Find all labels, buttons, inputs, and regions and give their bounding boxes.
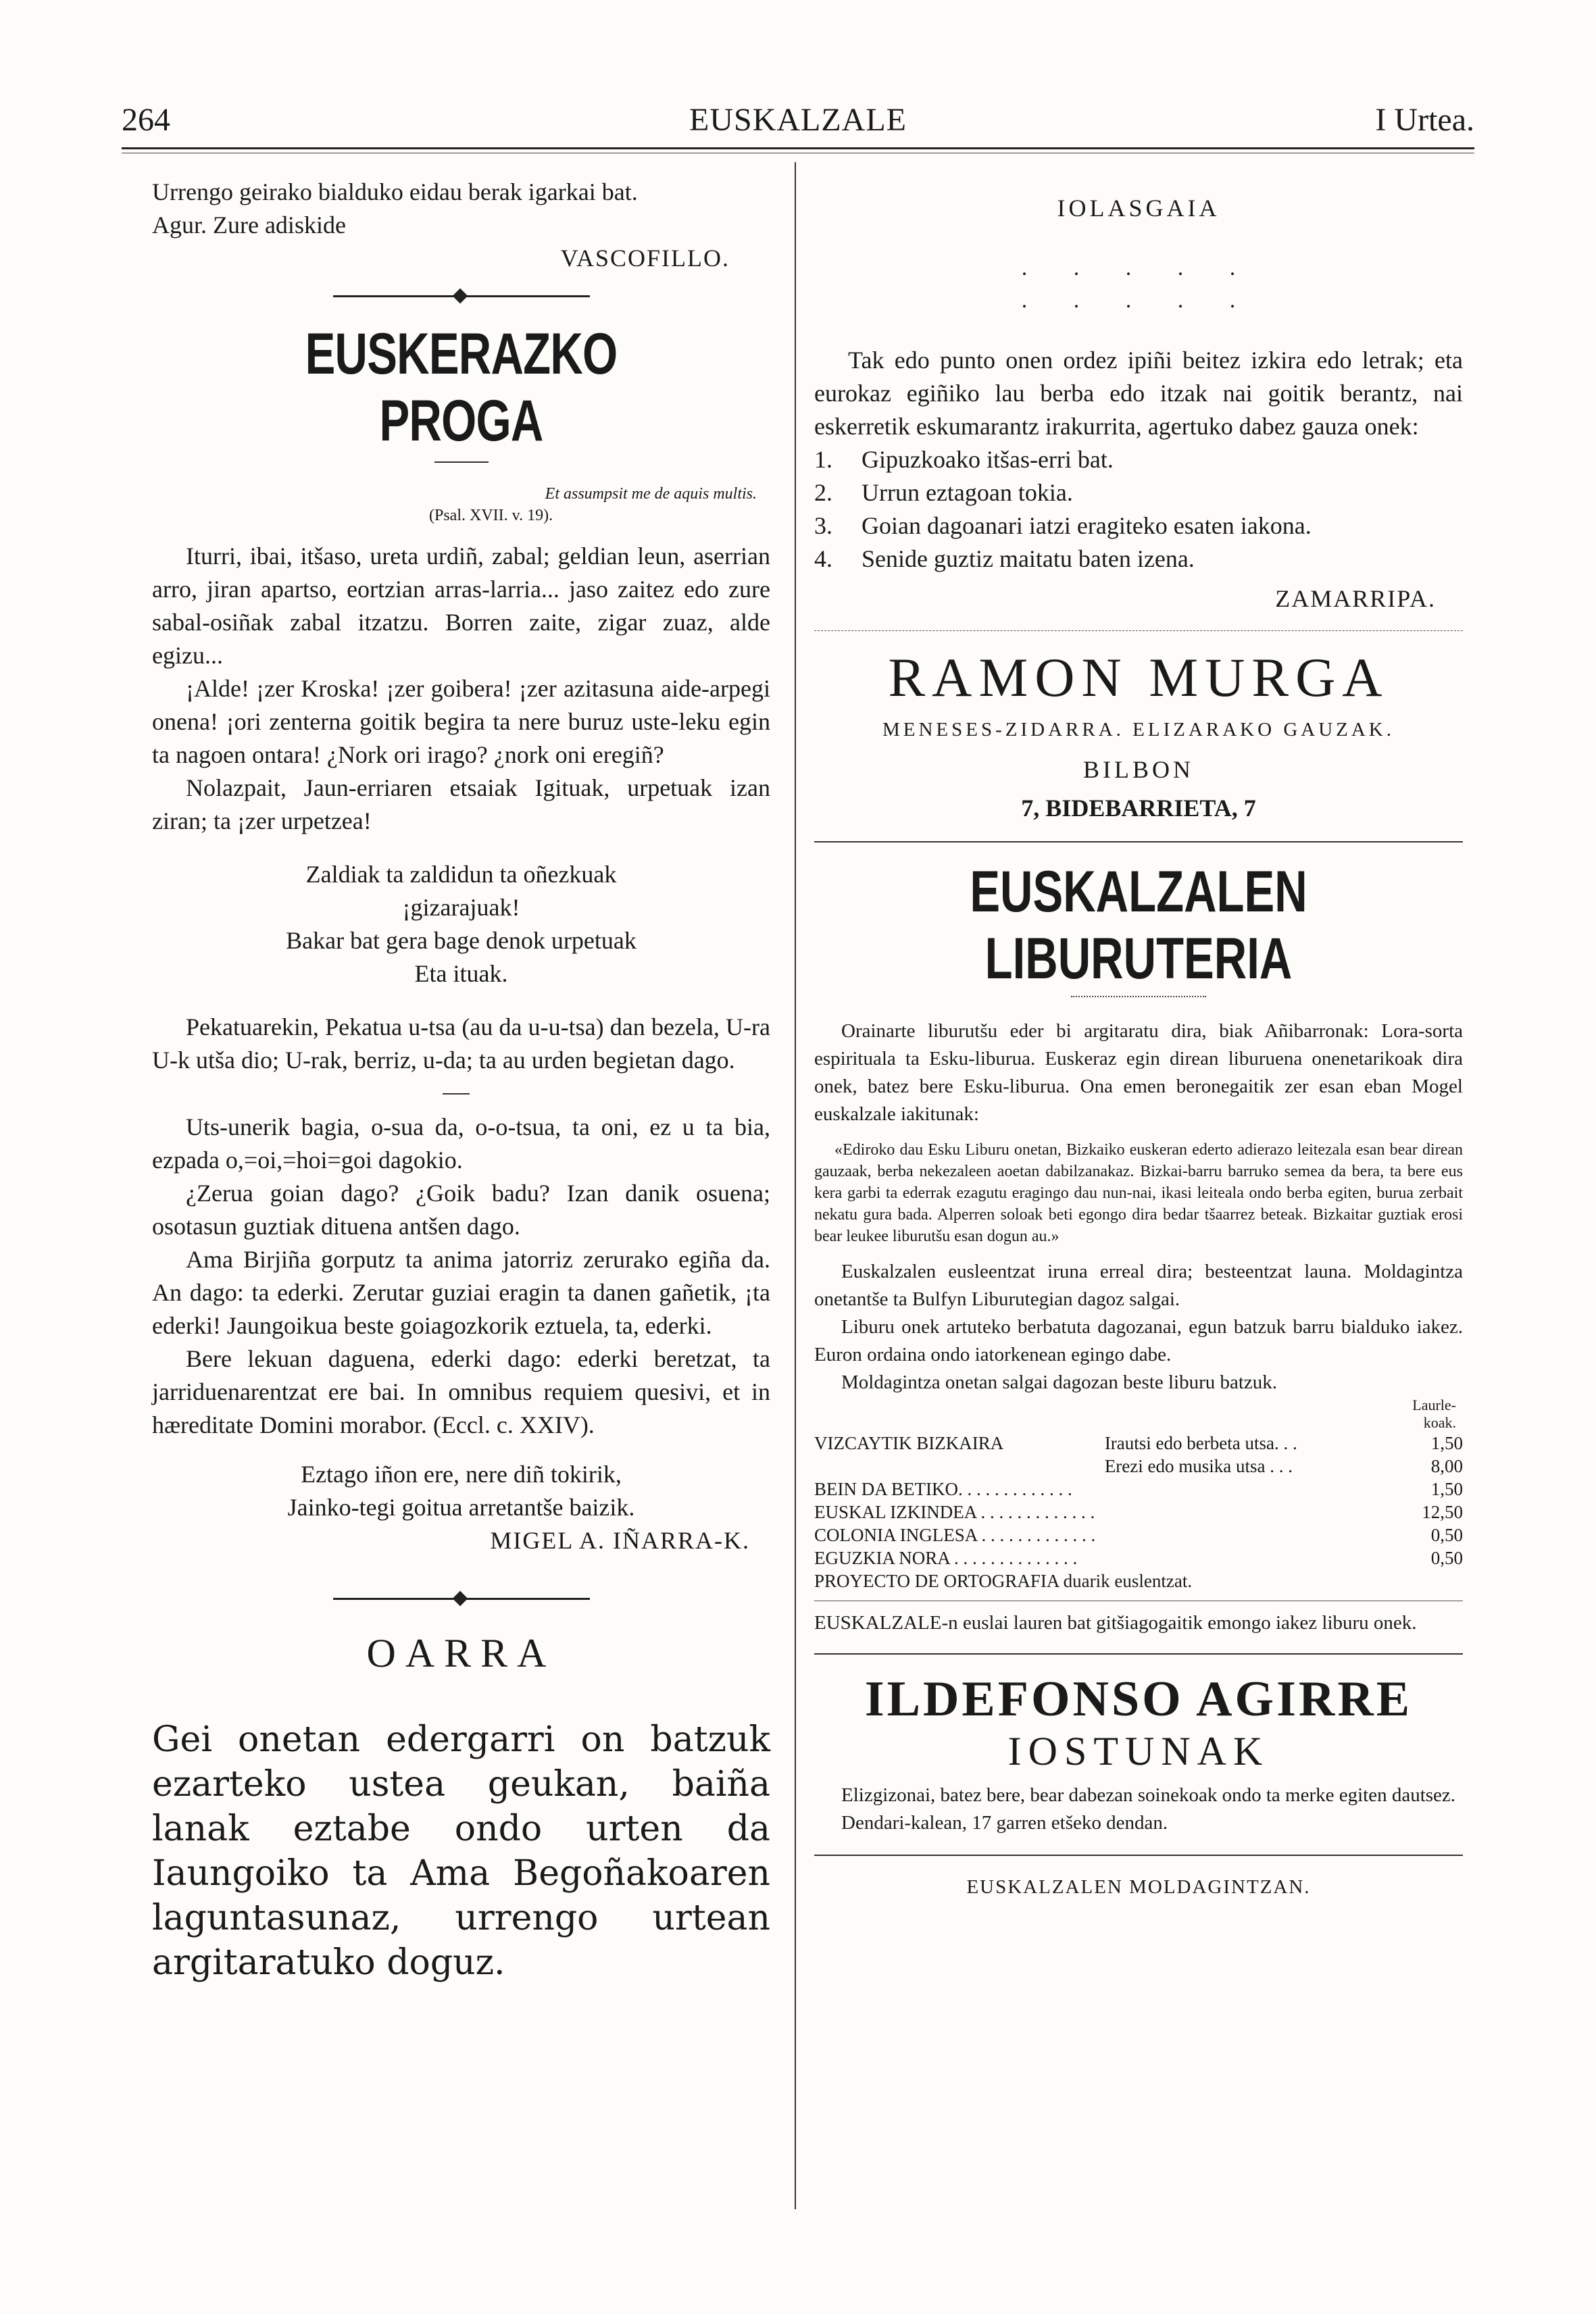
table-row [814, 1569, 1463, 1592]
liburuteria-text-5: EUSKALZALE-n euslai lauren bat gitšiagogaitik emongo iakez liburu onek. [814, 1612, 1417, 1634]
book-title: VIZCAYTIK BIZKAIRA [814, 1433, 1004, 1453]
liburuteria-text-3: Liburu onek artuteko berbatuta dagozanai, egun batzuk barru bialduko iakez. Euron ordaina ondo iatorkenean egingo dabe. [814, 1316, 1463, 1365]
closing-line: Jainko-tegi goitua arretantše baizik. [287, 1494, 635, 1521]
liburuteria-text-4: Moldagintza onetan salgai dagozan beste liburu batzuk. [841, 1372, 1278, 1393]
book-title: BEIN DA BETIKO. . . . . . . . . . . . . [814, 1479, 1072, 1499]
book-title: COLONIA INGLESA . . . . . . . . . . . . . [814, 1525, 1096, 1545]
book-title [814, 1455, 1105, 1478]
paragraph-4: Pekatuarekin, Pekatua u-tsa (au da u-u-tsa) dan bezela, U-ra U-k utša dio; U-rak, berriz, u-da; ta au urden begietan dago. [152, 1013, 770, 1074]
ildefonso-agirre-name: ILDEFONSO AGIRRE [864, 1671, 1413, 1727]
book-title: EUSKAL IZKINDEA . . . . . . . . . . . . . [814, 1502, 1095, 1522]
intro-line-2: Agur. Zure adiskide [152, 211, 346, 238]
book-price: 0,50 [1430, 1525, 1463, 1545]
ramon-murga-trade: MENESES-ZIDARRA. ELIZARAKO GAUZAK. [882, 719, 1395, 740]
signature-vascofillo: VASCOFILLO. [560, 245, 730, 272]
book-price: 1,50 [1430, 1433, 1463, 1453]
liburuteria-title: EUSKALZALEN LIBURUTERIA [970, 859, 1307, 991]
table-row [814, 1455, 1463, 1478]
book-price: 8,00 [1430, 1456, 1463, 1476]
paragraph-2: ¡Alde! ¡zer Kroska! ¡zer goibera! ¡zer azitasuna aide-arpegi onena! ¡ori zenterna goitik begira ta nere buruz uste-leku egin ta nagoen ontara! ¿Nork ori irago? ¿nork oni eregiñ? [152, 675, 770, 768]
divider [814, 1855, 1463, 1856]
paragraph-3: Nolazpait, Jaun-erriaren etsaiak Igituak, urpetuak izan ziran; ta ¡zer urpetzea! [152, 774, 770, 834]
ramon-murga-city: BILBON [1083, 756, 1194, 783]
ramon-murga-name: RAMON MURGA [888, 647, 1389, 708]
proga-title: EUSKERAZKO PROGA [305, 322, 618, 453]
table-row [814, 1524, 1463, 1546]
iolasgaia-title: IOLASGAIA [1057, 195, 1220, 222]
ildefonso-agirre-trade: IOSTUNAK [1007, 1729, 1270, 1774]
ramon-murga-address: 7, BIDEBARRIETA, 7 [1021, 795, 1256, 822]
verse-line: ¡gizarajuak! [402, 894, 520, 921]
liburuteria-text-2: Euskalzalen eusleentzat iruna erreal dira; besteentzat launa. Moldagintza onetantše ta Bulfyn Liburutegian dagoz salgai. [814, 1261, 1463, 1310]
volume-year: I Urtea. [1375, 102, 1474, 138]
intro-line-1: Urrengo geirako bialduko eidau berak igarkai bat. [152, 178, 638, 205]
left-column [152, 176, 770, 1985]
journal-title: EUSKALZALE [689, 102, 907, 138]
oarra-title: OARRA [366, 1631, 556, 1676]
paragraph-1: Iturri, ibai, itšaso, ureta urdiñ, zabal; geldian leun, aserrian arro, jiran apartso, eortzian arras-larria... jaso zaitez edo zure sabal-osiñak zabal itzatzu. Borren zaite, zigar zuaz, alde egizu... [152, 543, 770, 669]
verse-line: Eta ituak. [414, 960, 508, 987]
wavy-rule [1071, 996, 1206, 997]
signature-zamarripa: ZAMARRIPA. [1275, 585, 1436, 612]
paragraph-8: Bere lekuan daguena, ederki dago: ederki beretzat, ta jarriduenarentzat ere bai. In omnibus requiem quesivi, et in hæreditate Domini morabor. (Eccl. c. XXIV). [152, 1345, 770, 1438]
verse-block [152, 858, 770, 990]
divider [814, 630, 1463, 631]
table-row [814, 1546, 1463, 1569]
liburuteria-text-1: Orainarte liburutšu eder bi argitaratu dira, biak Añibarronak: Lora-sorta espirituala ta Esku-liburua. Euskeraz egin direan liburuena onenetarikoak dira onek, batez bere Esku-liburua. Ona emen beronegaitik zer esan eban Mogel euskalzale iakitunak: [814, 1020, 1463, 1125]
right-column [814, 176, 1463, 1901]
paragraph-6: ¿Zerua goian dago? ¿Goik badu? Izan danik osuena; osotasun guztiak dituena antšen dago. [152, 1180, 770, 1240]
book-title: PROYECTO DE ORTOGRAFIA duarik euslentzat. [814, 1571, 1193, 1591]
signature-inarra: MIGEL A. IÑARRA-K. [490, 1527, 750, 1554]
list-item: 4. Senide guztiz maitatu baten izena. [814, 545, 1195, 572]
epigraph-reference: (Psal. XVII. v. 19). [429, 507, 553, 524]
list-item: 2. Urrun eztagoan tokia. [814, 479, 1073, 506]
running-header [122, 101, 1474, 142]
oarra-notice: Gei onetan edergarri on batzuk ezarteko ustea geukan, baiña lanak eztabe ondo urten da Iaungoiko ta Ama Begoñakoaren laguntasunaz, urrengo urtean argitaratuko doguz. [152, 1719, 770, 1983]
column-divider [795, 162, 796, 2209]
puzzle-grid-row: . . . . . [1021, 288, 1256, 313]
header-rule [122, 147, 1474, 149]
short-rule [434, 461, 489, 463]
divider [814, 841, 1463, 842]
list-item: 1. Gipuzkoako itšas-erri bat. [814, 446, 1114, 473]
list-item: 3. Goian dagoanari iatzi eragiteko esaten iakona. [814, 512, 1312, 539]
ildefonso-agirre-text-2: Dendari-kalean, 17 garren etšeko dendan. [841, 1812, 1168, 1834]
book-subtitle: Irautsi edo berbeta utsa. . . [1104, 1433, 1297, 1453]
short-rule [443, 1093, 470, 1095]
paragraph-5: Uts-unerik bagia, o-sua da, o-o-tsua, ta oni, ez u ta bia, ezpada o,=oi,=hoi=goi dagokio. [152, 1113, 770, 1174]
closing-line: Eztago iñon ere, nere diñ tokirik, [301, 1461, 622, 1488]
book-title: EGUZKIA NORA . . . . . . . . . . . . . . [814, 1548, 1078, 1568]
puzzle-instructions: Tak edo punto onen ordez ipiñi beitez izkira edo letrak; eta eurokaz egiñiko lau berba edo itzak nai goitik berantz, nai eskerretik eskumarantz irakurrita, agertuko dabez gauza onek: [814, 347, 1463, 440]
closing-couplet [152, 1458, 770, 1524]
ildefonso-agirre-text-1: Elizgizonai, batez bere, bear dabezan soinekoak ondo ta merke egiten dautsez. [841, 1784, 1456, 1806]
mogel-quote: «Ediroko dau Esku Liburu onetan, Bizkaiko euskeran ederto adierazo leitezala esan bear direan gauzaak, berba nekezaleen aoetan dabilzanakaz. Bizkai-barru barruko semea da bera, ta bere eus kera garbi ta ederrak ezagutu eragingo dau nun-nai, ikasi leiteala ondo berba egiten, burua zerbait nekatu gura bada. Alperren soloak beti egongo dira bedar tšaarrez beteak. Bizkaitar guztiak erosi bear leukee liburutšu esan dogun au.» [814, 1141, 1463, 1245]
divider [814, 1653, 1463, 1655]
price-column-head: Laurle-koak. [1412, 1397, 1456, 1431]
paragraph-7: Ama Birjiña gorputz ta anima jatorriz zerurako egiña da. An dago: ta ederki. Zerutar guziai eragin ta danen gañetik, ¡ta ederki! Jaungoikua beste goiagozkorik eztuela, ta, ederki. [152, 1246, 770, 1339]
printer-footer: EUSKALZALEN MOLDAGINTZAN. [966, 1876, 1311, 1898]
book-price-list [814, 1432, 1463, 1592]
verse-line: Zaldiak ta zaldidun ta oñezkuak [305, 861, 617, 888]
clue-list [814, 443, 1463, 576]
table-row [814, 1432, 1463, 1455]
ornament-divider [152, 288, 770, 301]
epigraph-text: Et assumpsit me de aquis multis. [545, 485, 757, 503]
puzzle-grid-row: . . . . . [1021, 255, 1256, 280]
ornament-divider [152, 1591, 770, 1603]
table-row [814, 1501, 1463, 1524]
book-subtitle: Erezi edo musika utsa . . . [1104, 1456, 1293, 1476]
verse-line: Bakar bat gera bage denok urpetuak [286, 927, 637, 954]
book-price: 12,50 [1422, 1502, 1463, 1522]
page-number: 264 [122, 102, 170, 138]
book-price: 1,50 [1430, 1479, 1463, 1499]
table-row [814, 1478, 1463, 1501]
book-price: 0,50 [1430, 1548, 1463, 1568]
